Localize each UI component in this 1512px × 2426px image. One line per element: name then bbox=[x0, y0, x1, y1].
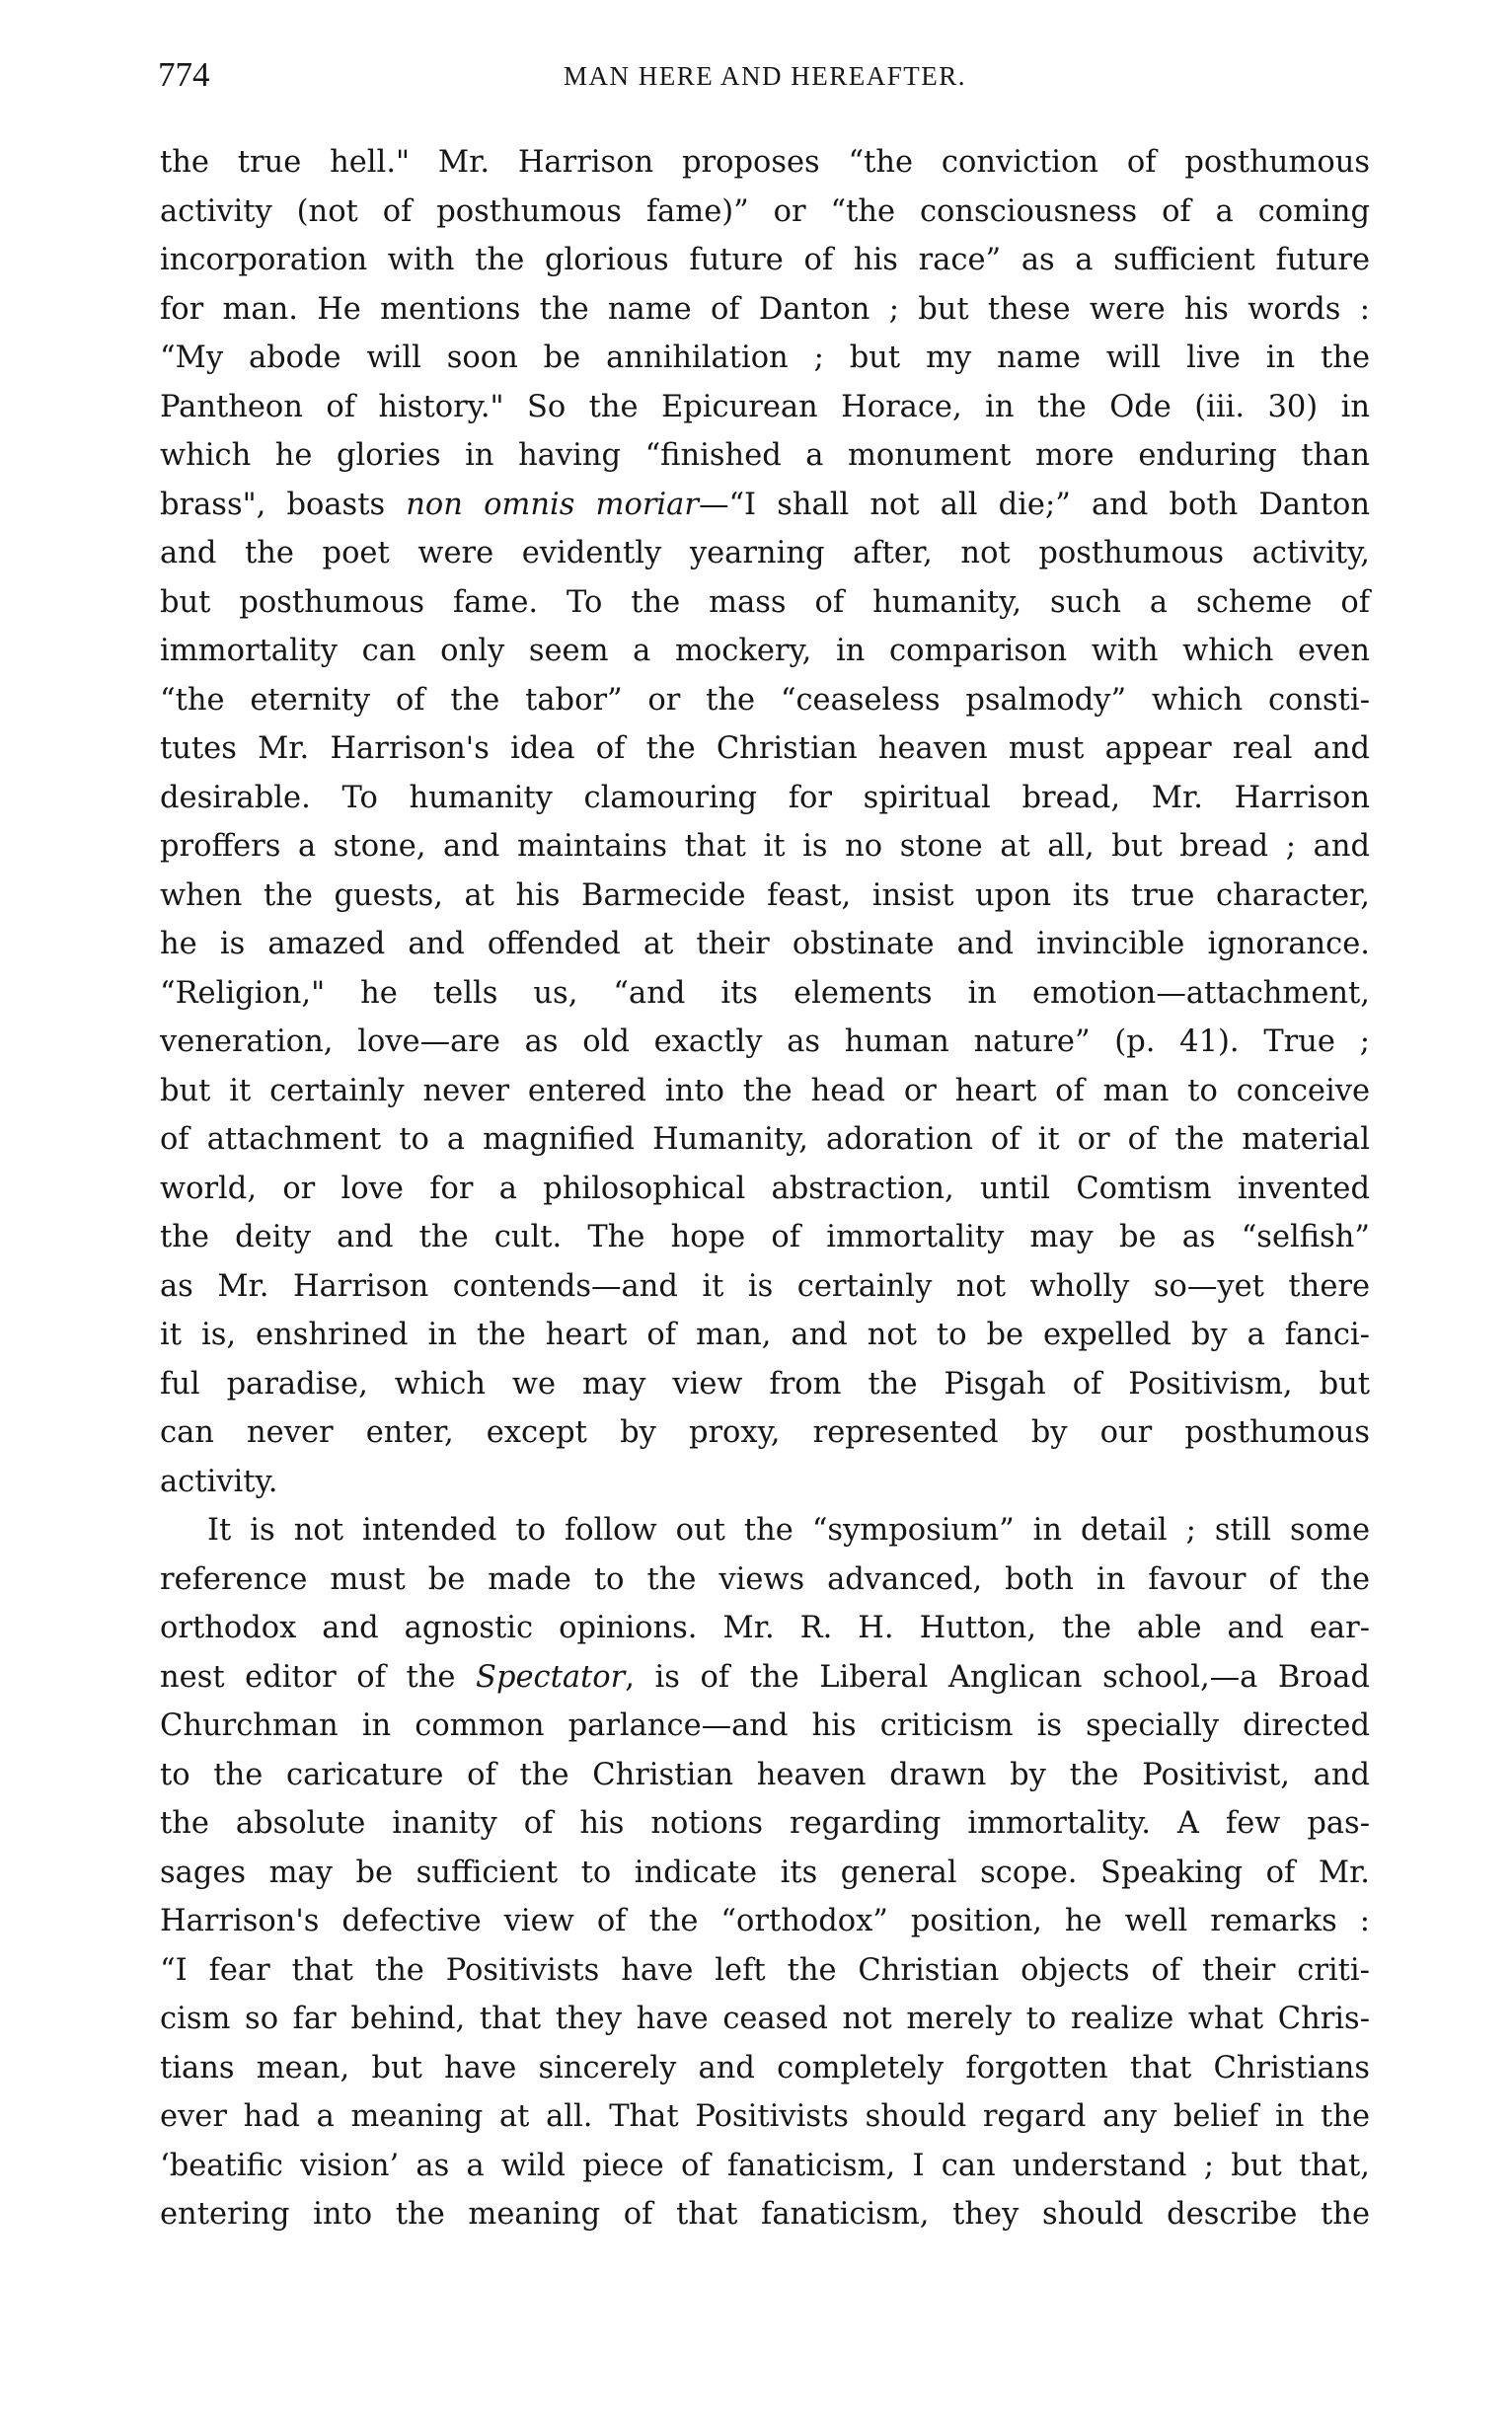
text-line: but posthumous fame. To the mass of humanity, such a scheme of bbox=[160, 584, 1370, 620]
text-line: can never enter, except by proxy, represented by our posthumous bbox=[160, 1415, 1370, 1450]
text-line: ever had a meaning at all. That Positivists should regard any belief in the bbox=[160, 2099, 1370, 2134]
text-line: it is, enshrined in the heart of man, and not to be expelled by a fanci- bbox=[160, 1318, 1370, 1352]
text-line: desirable. To humanity clamouring for spiritual bread, Mr. Harrison bbox=[160, 780, 1370, 815]
text-line: “Religion," he tells us, “and its elements in emotion—attachment, bbox=[160, 975, 1370, 1011]
text-line: entering into the meaning of that fanaticism, they should describe the bbox=[160, 2197, 1370, 2232]
text-line: activity (not of posthumous fame)” or “the consciousness of a coming bbox=[160, 193, 1370, 229]
text-line: veneration, love—are as old exactly as human nature” (p. 41). True ; bbox=[160, 1024, 1370, 1059]
body-text bbox=[160, 138, 1370, 2239]
text-line: as Mr. Harrison contends—and it is certainly not wholly so—yet there bbox=[160, 1268, 1370, 1304]
italic-phrase: non omnis moriar bbox=[406, 487, 699, 522]
text-line: “My abode will soon be annihilation ; but my name will live in the bbox=[160, 341, 1370, 375]
text-line: the deity and the cult. The hope of immortality may be as “selfish” bbox=[160, 1220, 1370, 1254]
text-line: activity. bbox=[160, 1464, 278, 1499]
text-line: tutes Mr. Harrison's idea of the Christian heaven must appear real and bbox=[160, 731, 1370, 766]
text-line: ful paradise, which we may view from the Pisgah of Positivism, but bbox=[160, 1366, 1370, 1402]
text-line: proffers a stone, and maintains that it is no stone at all, but bread ; and bbox=[160, 829, 1370, 864]
text-line: “the eternity of the tabor” or the “ceaseless psalmody” which consti- bbox=[160, 682, 1370, 718]
text-line: when the guests, at his Barmecide feast, insist upon its true character, bbox=[160, 877, 1370, 913]
italic-phrase: Spectator bbox=[476, 1659, 626, 1695]
text-line: cism so far behind, that they have ceased not merely to realize what Chris- bbox=[160, 2002, 1370, 2036]
text-line: brass", boasts non omnis moriar—“I shall not all die;” and both Danton bbox=[160, 487, 1370, 522]
text-line: he is amazed and offended at their obstinate and invincible ignorance. bbox=[160, 927, 1370, 961]
text-line: to the caricature of the Christian heaven drawn by the Positivist, and bbox=[160, 1757, 1370, 1792]
text-line: which he glories in having “finished a monument more enduring than bbox=[160, 438, 1370, 473]
text-line: incorporation with the glorious future of his race” as a sufficient future bbox=[160, 243, 1370, 277]
running-title: MAN HERE AND HEREAFTER. bbox=[563, 61, 966, 91]
text-line: tians mean, but have sincerely and completely forgotten that Christians bbox=[160, 2050, 1370, 2085]
text-line: orthodox and agnostic opinions. Mr. R. H. Hutton, the able and ear- bbox=[160, 1611, 1370, 1645]
text-line: immortality can only seem a mockery, in comparison with which even bbox=[160, 634, 1370, 668]
text-line: nest editor of the Spectator, is of the Liberal Anglican school,—a Broad bbox=[160, 1659, 1370, 1695]
running-head bbox=[158, 55, 1372, 105]
text-line: the true hell." Mr. Harrison proposes “the conviction of posthumous bbox=[160, 145, 1370, 180]
text-line: Harrison's defective view of the “orthodox” position, he well remarks : bbox=[160, 1904, 1370, 1938]
text-line: and the poet were evidently yearning after, not posthumous activity, bbox=[160, 536, 1370, 570]
text-line: but it certainly never entered into the head or heart of man to conceive bbox=[160, 1073, 1370, 1108]
text-line: world, or love for a philosophical abstraction, until Comtism invented bbox=[160, 1171, 1370, 1206]
text-line: ‘beatific vision’ as a wild piece of fanaticism, I can understand ; but that, bbox=[160, 2148, 1370, 2183]
text-line: Pantheon of history." So the Epicurean Horace, in the Ode (iii. 30) in bbox=[160, 389, 1370, 424]
text-line: for man. He mentions the name of Danton ; but these were his words : bbox=[160, 291, 1370, 327]
text-line: the absolute inanity of his notions regarding immortality. A few pas- bbox=[160, 1806, 1370, 1841]
text-line: It is not intended to follow out the “symposium” in detail ; still some bbox=[207, 1513, 1370, 1548]
text-line: Churchman in common parlance—and his criticism is specially directed bbox=[160, 1708, 1370, 1743]
text-line: of attachment to a magnified Humanity, adoration of it or of the material bbox=[160, 1122, 1370, 1157]
text-line: reference must be made to the views advanced, both in favour of the bbox=[160, 1561, 1370, 1597]
text-line: “I fear that the Positivists have left the Christian objects of their criti- bbox=[160, 1952, 1370, 1988]
page-number: 774 bbox=[158, 55, 210, 94]
text-line: sages may be sufficient to indicate its general scope. Speaking of Mr. bbox=[160, 1855, 1370, 1890]
